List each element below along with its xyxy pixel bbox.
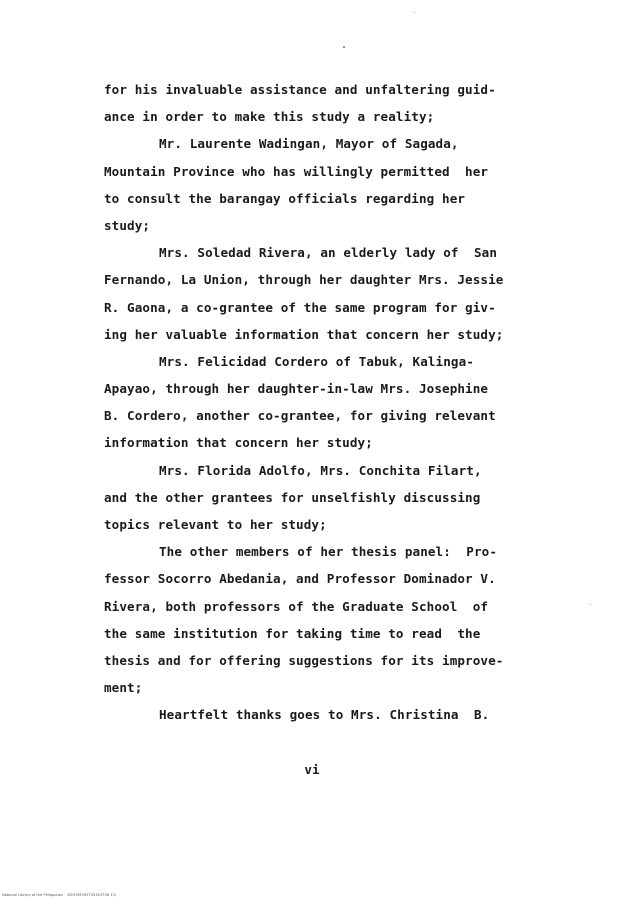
text-line: ance in order to make this study a reality; — [104, 109, 435, 125]
text-line: Heartfelt thanks goes to Mrs. Christina B. — [159, 707, 490, 723]
text-line: to consult the barangay officials regarding her — [104, 190, 466, 206]
text-line: Fernando, La Union, through her daughter Mrs. Jessie — [104, 272, 504, 288]
scan-speck — [414, 12, 415, 13]
text-line: the same institution for taking time to read the — [104, 625, 481, 641]
text-line: Mr. Laurente Wadingan, Mayor of Sagada, — [159, 136, 459, 152]
text-line: B. Cordero, another co-grantee, for giving relevant — [104, 408, 496, 424]
text-line: Rivera, both professors of the Graduate School of — [104, 598, 489, 614]
paragraph — [104, 348, 524, 457]
text-line: fessor Socorro Abedania, and Professor Dominador V. — [104, 571, 496, 587]
text-line: Mrs. Felicidad Cordero of Tabuk, Kalinga- — [159, 353, 474, 369]
paragraph — [104, 701, 524, 728]
text-line: R. Gaona, a co-grantee of the same program for giv- — [104, 299, 496, 315]
text-line: study; — [104, 217, 151, 233]
scan-speck — [590, 604, 591, 605]
text-line: The other members of her thesis panel: Pro- — [159, 544, 498, 560]
text-line: for his invaluable assistance and unfaltering guid- — [104, 82, 496, 97]
page-number: vi — [304, 762, 320, 777]
acknowledgment-body — [104, 76, 524, 729]
text-line: Mrs. Florida Adolfo, Mrs. Conchita Filart, — [159, 462, 482, 478]
paragraph — [104, 538, 524, 701]
text-line: ment; — [104, 680, 143, 696]
paragraph — [104, 239, 524, 348]
text-line: information that concern her study; — [104, 435, 373, 451]
text-line: thesis and for offering suggestions for its improve- — [104, 652, 504, 668]
text-line: Mountain Province who has willingly permitted her — [104, 163, 489, 179]
text-line: topics relevant to her study; — [104, 517, 327, 532]
text-line: Apayao, through her daughter-in-law Mrs. Josephine — [104, 381, 489, 397]
scan-footer: National Library of the Philippines M2076F2S5T033C0T06 1/1 — [2, 893, 117, 897]
paragraph — [104, 457, 524, 539]
text-line: and the other grantees for unselfishly discussing — [104, 489, 481, 505]
paragraph — [104, 130, 524, 239]
scan-speck — [343, 46, 345, 48]
paragraph — [104, 76, 524, 130]
text-line: Mrs. Soledad Rivera, an elderly lady of San — [159, 245, 498, 261]
text-line: ing her valuable information that concern her study; — [104, 326, 504, 342]
